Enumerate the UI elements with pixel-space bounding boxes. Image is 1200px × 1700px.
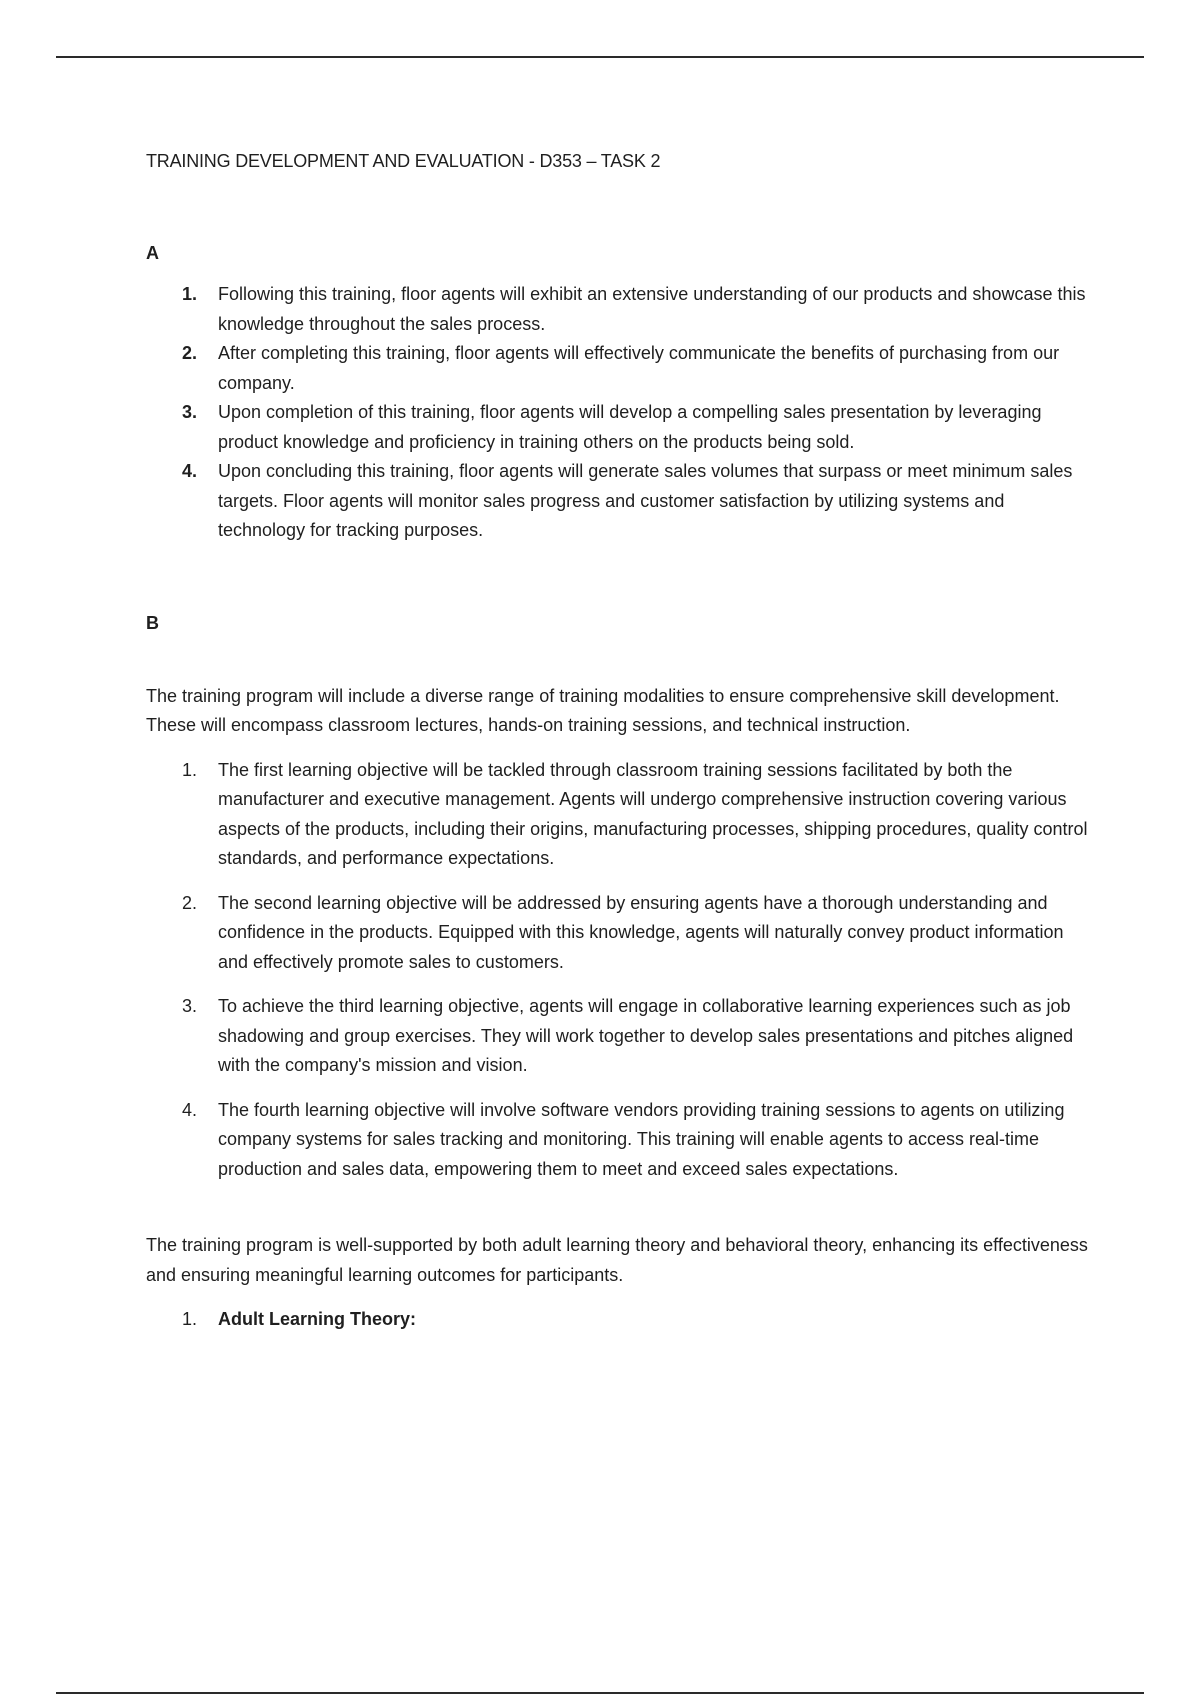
list-number: 3. — [182, 402, 198, 422]
list-text: The first learning objective will be tackled through classroom training sessions facilitated by both the manufacturer and executive management. Agents will undergo comprehensive instruction covering various aspects of the products, including their origins, manufacturing processes, shipping procedures, quality control standards, and performance expectations. — [218, 759, 1088, 868]
theory-heading: Adult Learning Theory: — [218, 1309, 416, 1329]
list-text: After completing this training, floor agents will effectively communicate the benefits of purchasing from our company. — [218, 343, 1060, 393]
document-title: TRAINING DEVELOPMENT AND EVALUATION - D353 – TASK 2 — [146, 151, 661, 171]
list-number: 1. — [182, 1309, 198, 1329]
objectives-list — [146, 280, 1096, 546]
list-item — [146, 339, 1096, 398]
section-b-heading: B — [146, 612, 159, 633]
list-item — [146, 280, 1096, 339]
top-rule — [56, 56, 1144, 58]
list-item — [146, 992, 1096, 1081]
list-item — [146, 889, 1096, 978]
list-text: To achieve the third learning objective, agents will engage in collaborative learning experiences such as job shadowing and group exercises. They will work together to develop sales presentations and pitches aligned with the company's mission and vision. — [218, 996, 1074, 1075]
section-a-heading: A — [146, 243, 159, 263]
list-text: Upon concluding this training, floor agents will generate sales volumes that surpass or meet minimum sales targets. Floor agents will monitor sales progress and customer satisfaction by utilizing systems and technology for tracking purposes. — [218, 461, 1073, 540]
list-text: The second learning objective will be addressed by ensuring agents have a thorough understanding and confidence in the products. Equipped with this knowledge, agents will naturally convey product information and effectively promote sales to customers. — [218, 892, 1064, 972]
list-number: 2. — [182, 343, 198, 363]
list-item — [146, 1305, 1096, 1335]
bottom-rule — [56, 1692, 1144, 1694]
list-text: Upon completion of this training, floor agents will develop a compelling sales presentation by leveraging product knowledge and proficiency in training others on the products being sold. — [218, 402, 1042, 452]
list-number: 1. — [182, 759, 198, 780]
modalities-list — [146, 756, 1096, 1185]
list-item — [146, 457, 1096, 546]
document-body — [146, 146, 1096, 1335]
list-item — [146, 1096, 1096, 1185]
section-b-intro: The training program will include a diverse range of training modalities to ensure comprehensive skill development. These will encompass classroom lectures, hands-on training sessions, and technical instruction. — [146, 685, 1060, 735]
list-text: The fourth learning objective will involve software vendors providing training sessions to agents on utilizing company systems for sales tracking and monitoring. This training will enable agents to access real-time production and sales data, empowering them to meet and exceed sales expectations. — [218, 1099, 1065, 1179]
theory-list — [146, 1305, 1096, 1335]
theory-intro: The training program is well-supported by both adult learning theory and behavioral theory, enhancing its effectiveness and ensuring meaningful learning outcomes for participants. — [146, 1235, 1088, 1285]
list-number: 3. — [182, 996, 198, 1016]
list-item — [146, 398, 1096, 457]
list-number: 4. — [182, 461, 198, 481]
list-number: 1. — [182, 284, 198, 304]
list-number: 2. — [182, 892, 198, 913]
list-number: 4. — [182, 1099, 198, 1120]
list-text: Following this training, floor agents will exhibit an extensive understanding of our products and showcase this knowledge throughout the sales process. — [218, 284, 1086, 334]
list-item — [146, 756, 1096, 874]
